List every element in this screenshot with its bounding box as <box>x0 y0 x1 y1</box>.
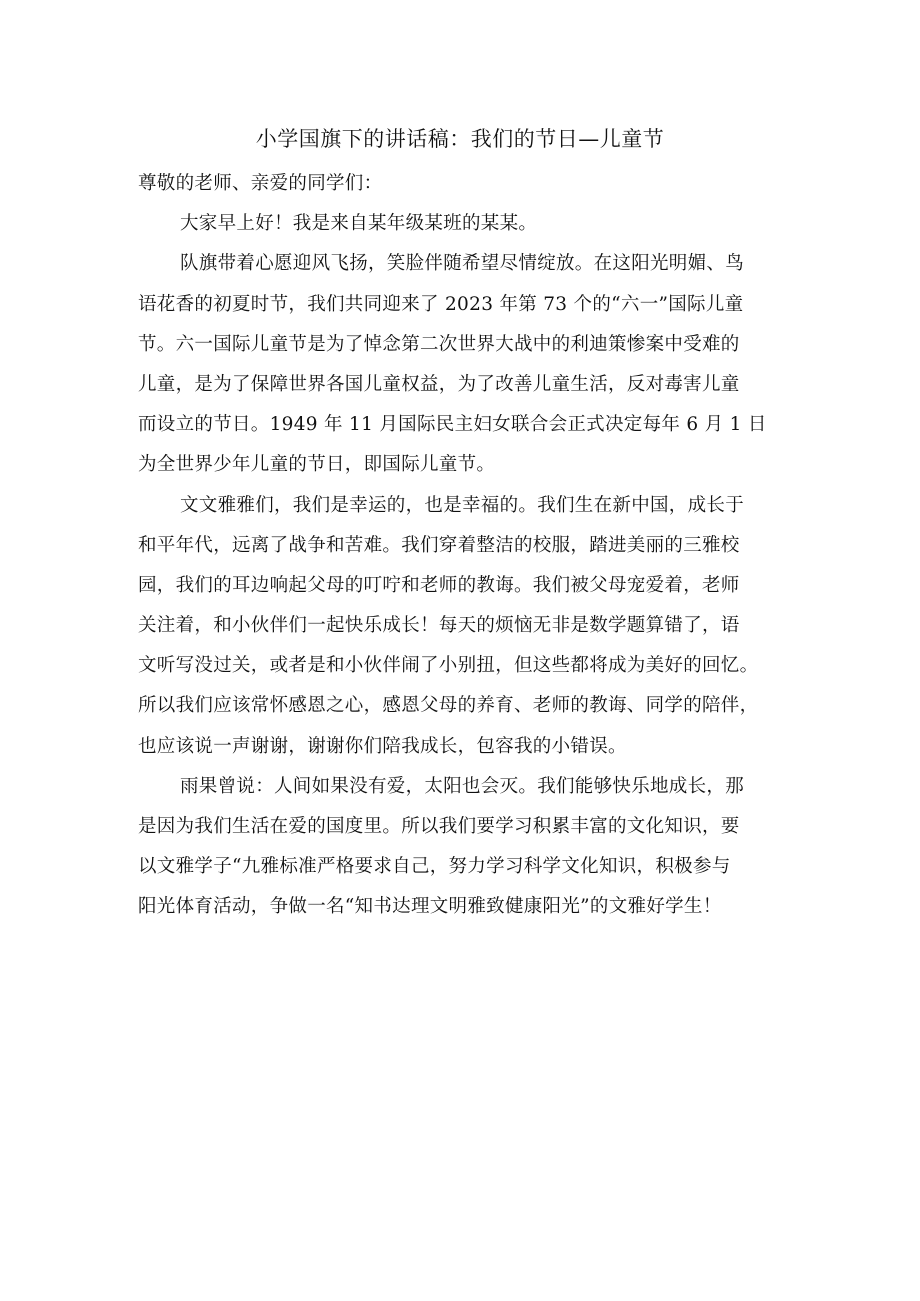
text-line: 文听写没过关，或者是和小伙伴闹了小别扭，但这些都将成为美好的回忆。 <box>138 655 759 677</box>
text-line: 以文雅学子“九雅标准严格要求自己，努力学习科学文化知识，积极参与 <box>138 856 731 878</box>
text-line: 而设立的节日。1949 年 11 月国际民主妇女联合会正式决定每年 6 月 1 日 <box>138 414 767 436</box>
text-line: 园，我们的耳边响起父母的叮咛和老师的教诲。我们被父母宠爱着，老师 <box>138 574 740 596</box>
text-line: 节。六一国际儿童节是为了悼念第二次世界大战中的利迪策惨案中受难的 <box>138 333 740 355</box>
text-line: 文文雅雅们，我们是幸运的，也是幸福的。我们生在新中国，成长于 <box>180 494 745 516</box>
text-line: 也应该说一声谢谢，谢谢你们陪我成长，包容我的小错误。 <box>138 735 627 757</box>
text-line: 为全世界少年儿童的节日，即国际儿童节。 <box>138 454 496 476</box>
text-line: 关注着，和小伙伴们一起快乐成长！每天的烦恼无非是数学题算错了，语 <box>138 615 740 637</box>
text-line: 阳光体育活动，争做一名“知书达理文明雅致健康阳光”的文雅好学生！ <box>138 896 722 918</box>
text-line: 队旗带着心愿迎风飞扬，笑脸伴随希望尽情绽放。在这阳光明媚、鸟 <box>180 253 745 275</box>
text-line: 语花香的初夏时节，我们共同迎来了 2023 年第 73 个的“六一”国际儿童 <box>138 293 744 315</box>
text-line: 雨果曾说：人间如果没有爱，太阳也会灭。我们能够快乐地成长，那 <box>180 775 745 797</box>
text-line: 所以我们应该常怀感恩之心，感恩父母的养育、老师的教诲、同学的陪伴， <box>138 695 759 717</box>
paragraph-greeting <box>138 204 788 244</box>
speech-body <box>138 164 788 928</box>
text-line: 和平年代，远离了战争和苦难。我们穿着整洁的校服，踏进美丽的三雅校 <box>138 534 740 556</box>
paragraph-childrens-day-origin <box>138 244 788 485</box>
paragraph-conclusion <box>138 767 788 928</box>
paragraph-gratitude <box>138 486 788 767</box>
text-line: 儿童，是为了保障世界各国儿童权益，为了改善儿童生活，反对毒害儿童 <box>138 373 740 395</box>
document-title: 小学国旗下的讲话稿：我们的节日—儿童节 <box>255 127 665 151</box>
salutation: 尊敬的老师、亲爱的同学们： <box>138 173 383 194</box>
text-line: 大家早上好！我是来自某年级某班的某某。 <box>180 213 538 235</box>
text-line: 是因为我们生活在爱的国度里。所以我们要学习积累丰富的文化知识，要 <box>138 816 740 837</box>
